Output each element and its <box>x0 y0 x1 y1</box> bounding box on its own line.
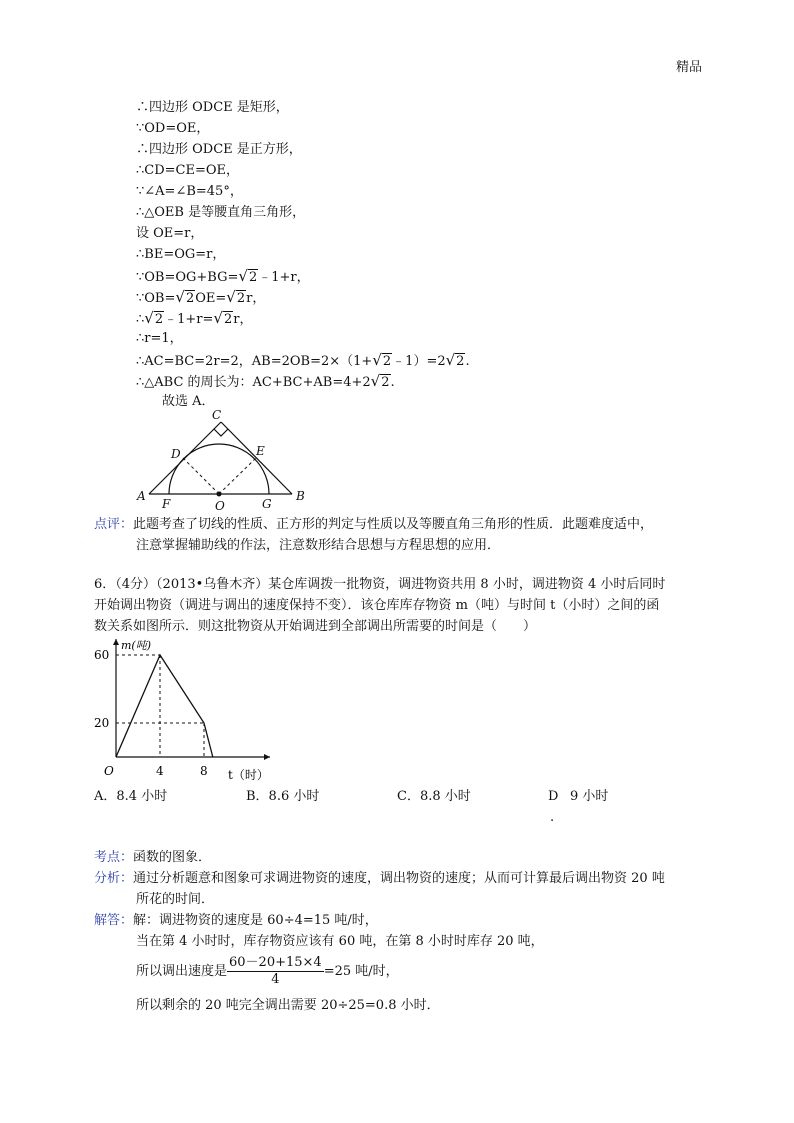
sqrt-symbol: √2 <box>213 309 233 327</box>
sqrt-symbol: √2 <box>372 351 392 369</box>
equation-line: ∴√2﹣1+r=√2r， <box>136 308 252 330</box>
fenxi-text: 所花的时间． <box>136 892 215 907</box>
jieda-row <box>94 911 378 931</box>
y-axis-arrow <box>113 639 119 645</box>
sqrt-symbol: √2 <box>226 288 246 306</box>
label-g: G <box>262 497 272 511</box>
option-c: C．8.8 小时 <box>397 789 471 804</box>
dashed-oe <box>219 458 256 494</box>
jieda-text: 当在第 4 小时时，库存物资应该有 60 吨，在第 8 小时时库存 20 吨， <box>136 934 544 949</box>
review-text: 注意掌握辅助线的作法，注意数形结合思想与方程思想的应用． <box>136 538 501 553</box>
x-axis-label: t（时） <box>228 768 269 782</box>
question-text: 开始调出物资（调进与调出的速度保持不变）．该仓库库存物资 m（吨）与时间 t（小时）之间的函 <box>94 598 660 613</box>
option-a: A．8.4 小时 <box>94 789 168 804</box>
option-d-text: 9 小时 <box>570 789 609 804</box>
x-axis-arrow <box>264 754 270 760</box>
label-b: B <box>296 489 305 503</box>
sqrt-symbol: √2 <box>144 309 164 327</box>
review-block <box>94 515 653 535</box>
option-b: B．8.6 小时 <box>246 789 320 804</box>
jieda-text: 所以剩余的 20 吨完全调出需要 20÷25=0.8 小时． <box>136 998 440 1013</box>
x-tick-4: 4 <box>156 764 164 778</box>
equation-line: ∴r=1， <box>136 331 183 346</box>
label-o: O <box>215 499 225 513</box>
label-d: D <box>171 447 181 461</box>
option-d-letter: D <box>548 789 559 804</box>
solution-line: ∴CD=CE=OE， <box>136 163 240 178</box>
right-angle-mark <box>214 429 228 436</box>
header-tag: 精品 <box>676 60 703 75</box>
label-f: F <box>162 497 171 511</box>
label-c: C <box>212 408 222 422</box>
review-text: 此题考查了切线的性质、正方形的判定与性质以及等腰直角三角形的性质．此题难度适中， <box>133 517 654 532</box>
x-tick-origin: O <box>104 764 114 778</box>
jieda-fraction-line: 所以调出速度是 $\frac{60-20+15\times 4}{4}$ =25 吨/时， <box>136 955 399 987</box>
fenxi-row <box>94 869 665 889</box>
series-line <box>116 655 213 757</box>
solution-line: ∵OD=OE， <box>136 121 210 136</box>
geometry-figure <box>125 408 325 513</box>
option-d-dot: . <box>550 810 555 825</box>
sqrt-symbol: √2 <box>370 372 390 390</box>
kaodian-text: 函数的图象． <box>133 850 212 865</box>
fenxi-text: 通过分析题意和图象可求调进物资的速度，调出物资的速度；从而可计算最后调出物资 20 吨 <box>133 871 665 886</box>
kaodian-row <box>94 848 211 868</box>
fraction: $\frac{60-20+15\times 4}{4}$ <box>229 955 322 987</box>
line-chart <box>88 633 288 785</box>
kaodian-label: 考点： <box>94 850 134 865</box>
solution-line: ∴四边形 ODCE 是矩形， <box>136 100 289 115</box>
solution-line: ∴四边形 ODCE 是正方形， <box>136 142 302 157</box>
center-point <box>217 492 222 497</box>
y-tick-60: 60 <box>94 648 110 662</box>
label-e: E <box>256 444 265 458</box>
segment-bc <box>221 422 292 494</box>
question-text: 数关系如图所示．则这批物资从开始调进到全部调出所需要的时间是（ ） <box>94 619 537 634</box>
semicircle <box>169 444 269 494</box>
sqrt-symbol: √2 <box>445 351 465 369</box>
solution-line: 设 OE=r， <box>136 226 204 241</box>
y-axis-label: m(吨) <box>121 639 152 652</box>
equation-line: ∴AC=BC=2r=2，AB=2OB=2×（1+√2﹣1）=2√2. <box>136 350 470 372</box>
y-tick-20: 20 <box>94 716 110 730</box>
review-label: 点评： <box>94 517 134 532</box>
x-tick-8: 8 <box>200 764 208 778</box>
solution-line: ∵∠A=∠B=45°， <box>136 184 243 199</box>
label-a: A <box>137 489 146 503</box>
jieda-label: 解答： <box>94 913 134 928</box>
solution-line: ∴BE=OG=r， <box>136 247 226 262</box>
equation-line: 故选 A． <box>162 394 215 409</box>
dashed-od <box>183 458 219 494</box>
equation-line: ∴△ABC 的周长为：AC+BC+AB=4+2√2. <box>136 371 395 393</box>
sqrt-symbol: √2 <box>238 267 258 285</box>
sqrt-symbol: √2 <box>175 288 195 306</box>
jieda-text: 解：调进物资的速度是 60÷4=15 吨/时， <box>133 913 378 928</box>
question-text: 6．（4分）（2013•乌鲁木齐）某仓库调拨一批物资，调进物资共用 8 小时，调进物资 4 小时后同时 <box>94 577 666 592</box>
equation-line: ∵OB=√2OE=√2r， <box>136 287 265 309</box>
equation-line: ∵OB=OG+BG=√2﹣1+r， <box>136 266 310 288</box>
solution-line: ∴△OEB 是等腰直角三角形， <box>136 205 306 220</box>
fenxi-label: 分析： <box>94 871 134 886</box>
